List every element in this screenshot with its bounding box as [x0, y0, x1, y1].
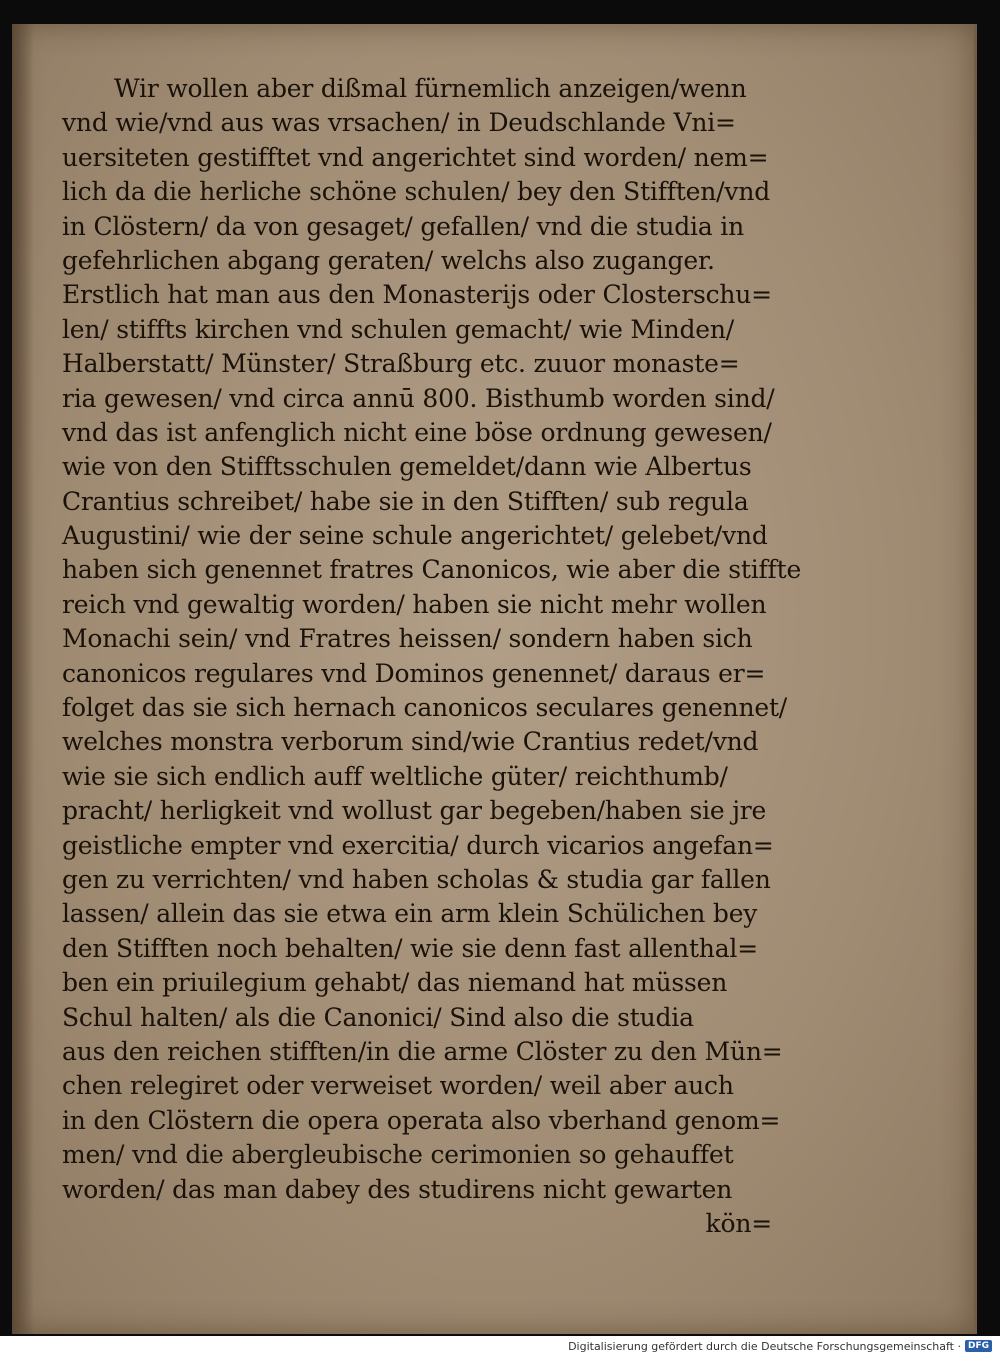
text-line: gen zu verrichten/ vnd haben scholas & studia gar fallen	[62, 864, 771, 894]
text-line: pracht/ herligkeit vnd wollust gar begeben/haben sie jre	[62, 796, 767, 826]
page-text	[62, 72, 802, 1241]
funding-credit: Digitalisierung gefördert durch die Deutsche Forschungsgemeinschaft ·	[568, 1339, 961, 1353]
text-line: canonicos regulares vnd Dominos genennet/ daraus er=	[62, 658, 766, 688]
text-line: Monachi sein/ vnd Fratres heissen/ sondern haben sich	[62, 624, 753, 654]
text-line: haben sich genennet fratres Canonicos, wie aber die stiffte	[62, 555, 802, 585]
catchword: kön=	[705, 1208, 772, 1238]
text-line: Crantius schreibet/ habe sie in den Stifften/ sub regula	[62, 486, 749, 516]
text-line: men/ vnd die abergleubische cerimonien so gehauffet	[62, 1140, 734, 1170]
text-line: lassen/ allein das sie etwa ein arm klein Schülichen bey	[62, 899, 758, 929]
text-line: Halberstatt/ Münster/ Straßburg etc. zuuor monaste=	[62, 349, 740, 379]
text-line: ben ein priuilegium gehabt/ das niemand hat müssen	[62, 968, 728, 998]
text-line: Schul halten/ als die Canonici/ Sind also die studia	[62, 1002, 694, 1032]
footer-bar	[0, 1336, 1000, 1356]
text-line: folget das sie sich hernach canonicos seculares genennet/	[62, 693, 788, 723]
text-line: chen relegiret oder verweiset worden/ weil aber auch	[62, 1071, 734, 1101]
text-line: Augustini/ wie der seine schule angerichtet/ gelebet/vnd	[62, 521, 768, 551]
text-line: den Stifften noch behalten/ wie sie denn fast allenthal=	[62, 933, 758, 963]
text-line: wie von den Stifftsschulen gemeldet/dann wie Albertus	[62, 452, 752, 482]
text-line: welches monstra verborum sind/wie Crantius redet/vnd	[62, 727, 759, 757]
scanned-page	[12, 24, 977, 1334]
text-line: uersiteten gestifftet vnd angerichtet sind worden/ nem=	[62, 142, 769, 172]
text-line: gefehrlichen abgang geraten/ welchs also zuganger.	[62, 245, 715, 275]
text-line: wie sie sich endlich auff weltliche güter/ reichthumb/	[62, 761, 728, 791]
text-line: reich vnd gewaltig worden/ haben sie nicht mehr wollen	[62, 589, 767, 619]
text-line: geistliche empter vnd exercitia/ durch vicarios angefan=	[62, 830, 774, 860]
text-line: Erstlich hat man aus den Monasterijs oder Closterschu=	[62, 280, 772, 310]
page-binding-shadow	[12, 24, 34, 1334]
text-line: vnd wie/vnd aus was vrsachen/ in Deudschlande Vni=	[62, 108, 736, 138]
text-line: in den Clöstern die opera operata also vberhand genom=	[62, 1105, 781, 1135]
text-line: len/ stiffts kirchen vnd schulen gemacht/ wie Minden/	[62, 314, 735, 344]
text-line: in Clöstern/ da von gesaget/ gefallen/ vnd die studia in	[62, 211, 744, 241]
text-line: Wir wollen aber dißmal fürnemlich anzeigen/wenn	[114, 74, 747, 103]
text-line: vnd das ist anfenglich nicht eine böse ordnung gewesen/	[62, 417, 772, 447]
dfg-logo: DFG	[965, 1340, 992, 1352]
text-line: ria gewesen/ vnd circa annū 800. Bisthumb worden sind/	[62, 383, 775, 413]
text-line: lich da die herliche schöne schulen/ bey den Stifften/vnd	[62, 177, 771, 207]
text-line: aus den reichen stifften/in die arme Clöster zu den Mün=	[62, 1036, 783, 1066]
text-line: worden/ das man dabey des studirens nicht gewarten	[62, 1174, 733, 1204]
